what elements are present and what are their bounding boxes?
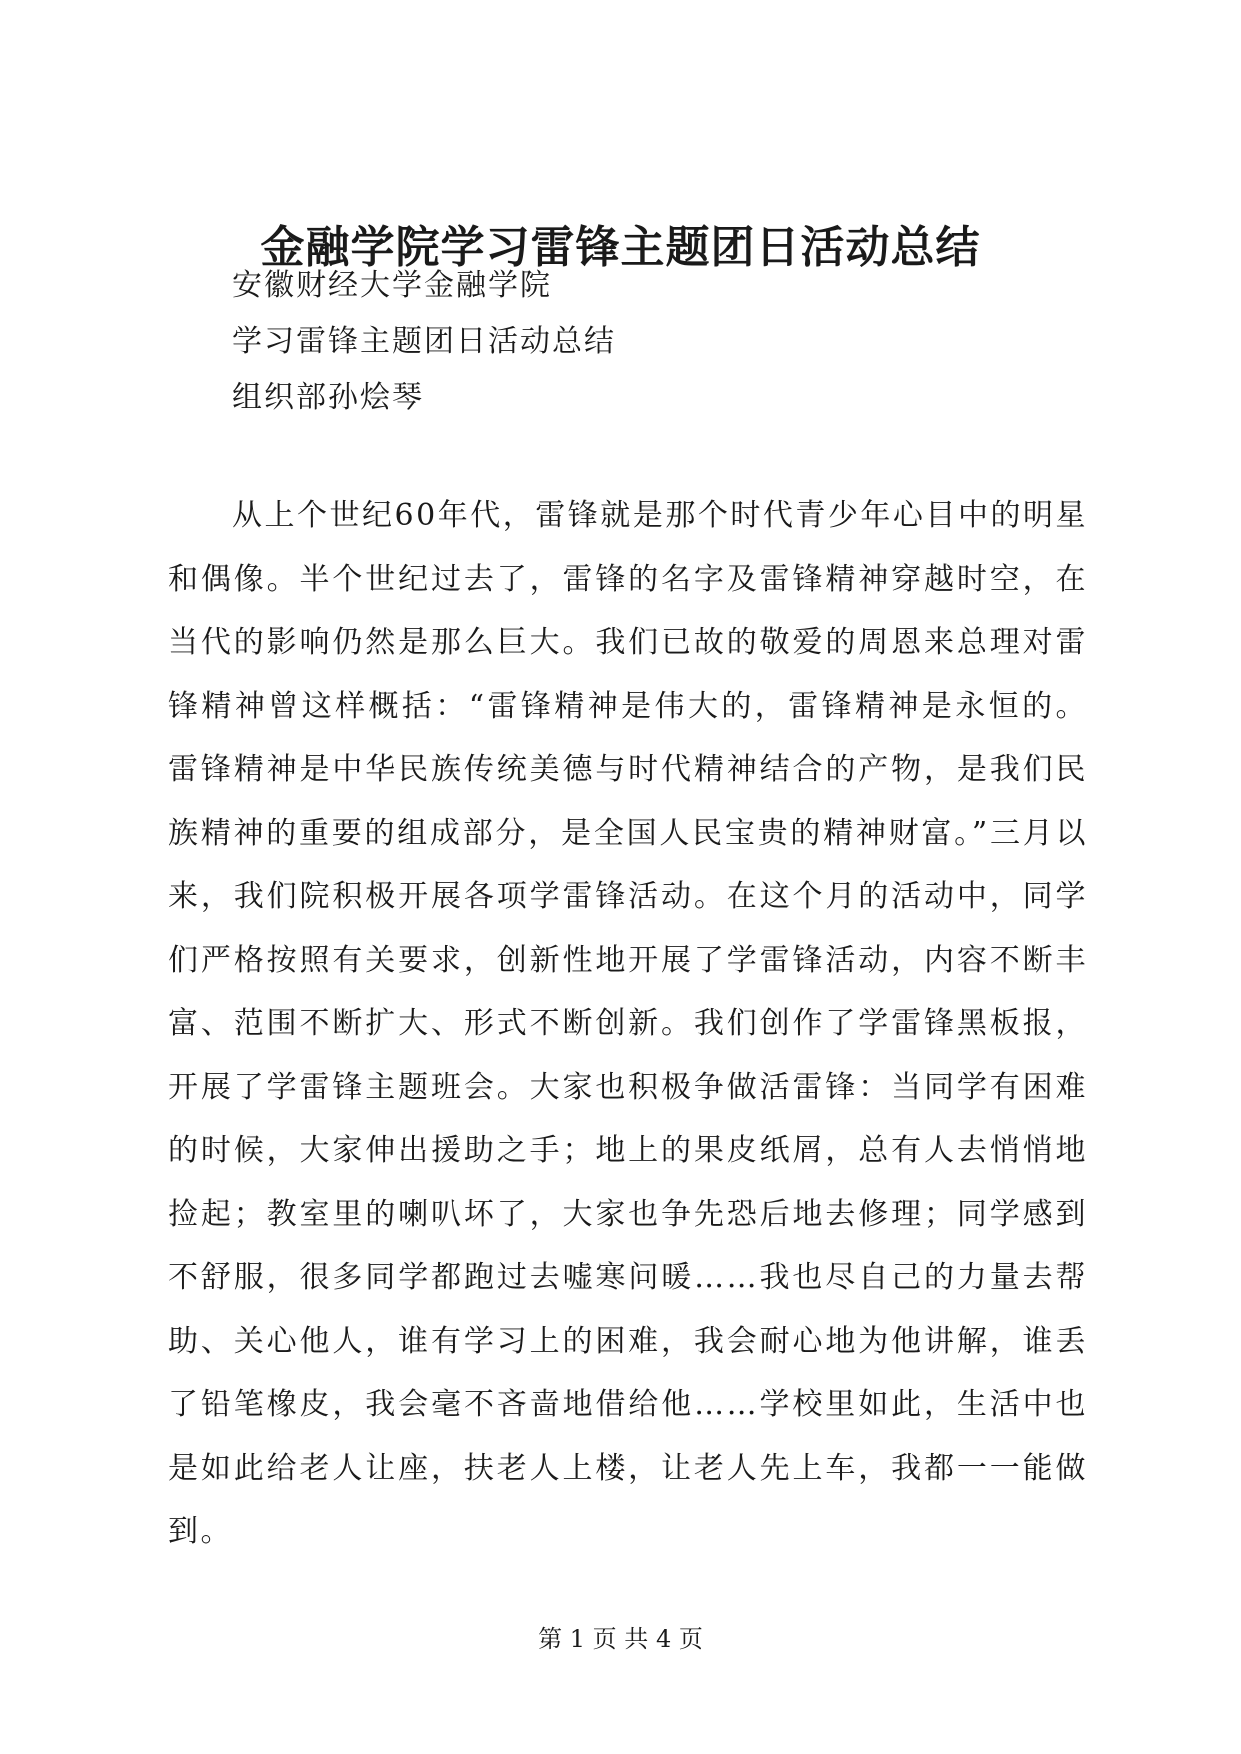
intro-line-institution: 安徽财经大学金融学院 [232, 268, 552, 303]
body-paragraph: 从上个世纪60年代，雷锋就是那个时代青少年心目中的明星和偶像。半个世纪过去了，雷锋的名字及雷锋精神穿越时空，在当代的影响仍然是那么巨大。我们已故的敬爱的周恩来总理对雷锋精神曾这样概括：“雷锋精神是伟大的，雷锋精神是永恒的。雷锋精神是中华民族传统美德与时代精神结合的产物，是我们民族精神的重要的组成部分，是全国人民宝贵的精神财富。”三月以来，我们院积极开展各项学雷锋活动。在这个月的活动中，同学们严格按照有关要求，创新性地开展了学雷锋活动，内容不断丰富、范围不断扩大、形式不断创新。我们创作了学雷锋黑板报，开展了学雷锋主题班会。大家也积极争做活雷锋：当同学有困难的时候，大家伸出援助之手；地上的果皮纸屑，总有人去悄悄地捡起；教室里的喇叭坏了，大家也争先恐后地去修理；同学感到不舒服，很多同学都跑过去嘘寒问暖……我也尽自己的力量去帮助、关心他人，谁有学习上的困难，我会耐心地为他讲解，谁丢了铅笔橡皮，我会毫不吝啬地借给他……学校里如此，生活中也是如此给老人让座，扶老人上楼，让老人先上车，我都一一能做到。 [168, 498, 1088, 1549]
intro-line-author: 组织部孙烩琴 [232, 380, 424, 415]
intro-line-subtitle: 学习雷锋主题团日活动总结 [232, 324, 616, 359]
page-number-footer: 第 1 页 共 4 页 [538, 1625, 703, 1653]
document-title: 金融学院学习雷锋主题团日活动总结 [260, 222, 981, 273]
